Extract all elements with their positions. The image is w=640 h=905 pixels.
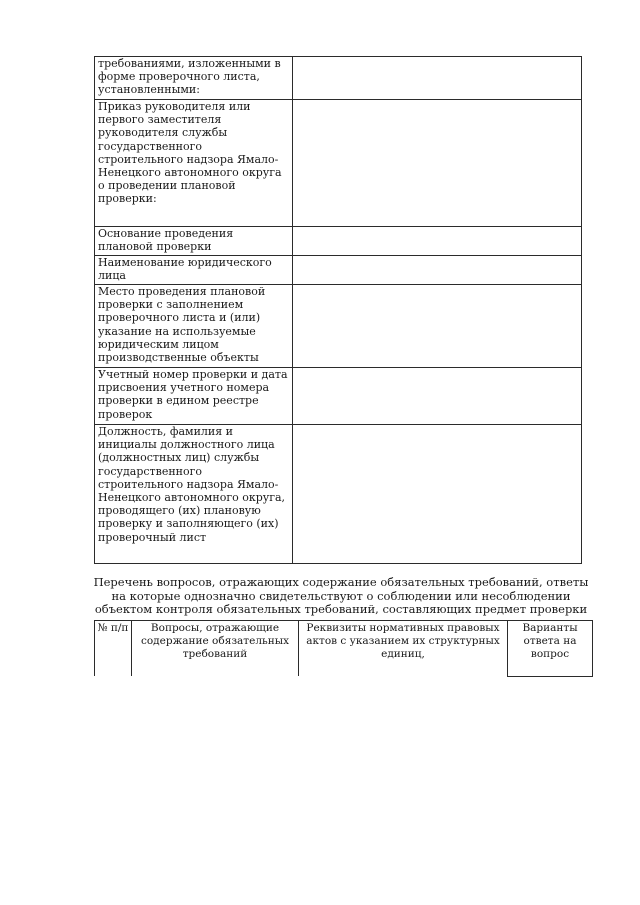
info-label: Учетный номер проверки и дата присвоения учетного номера проверки в едином реестре проверок	[95, 368, 293, 425]
info-label: Приказ руководителя или первого заместителя руководителя службы государственного строительного надзора Ямало-Ненецкого автономного округа о проведении плановой проверки:	[95, 100, 293, 227]
info-value[interactable]	[293, 100, 582, 227]
info-label: требованиями, изложенными в форме проверочного листа, установленными:	[95, 57, 293, 100]
header-answers	[508, 621, 593, 677]
info-value[interactable]	[293, 227, 582, 256]
info-label: Место проведения плановой проверки с заполнением проверочного листа и (или) указание на используемые юридическим лицом производственные объекты	[95, 285, 293, 368]
info-row-official	[95, 425, 582, 564]
info-row-order	[95, 100, 582, 227]
header-questions-label: Вопросы, отражающие содержание обязательных требований	[140, 622, 289, 661]
header-questions	[132, 621, 299, 677]
questions-table-header-row	[95, 621, 593, 677]
questions-list-heading: Перечень вопросов, отражающих содержание обязательных требований, ответы на которые однозначно свидетельствуют о соблюдении или несоблюдении объектом контроля обязательных требований, составляющих предмет проверки	[93, 575, 589, 617]
info-row-registration-number	[95, 368, 582, 425]
questions-table	[94, 620, 593, 677]
info-value[interactable]	[293, 425, 582, 564]
info-row-requirements	[95, 57, 582, 100]
header-number-label: № п/п	[97, 622, 129, 634]
info-value[interactable]	[293, 368, 582, 425]
header-answers-label: Варианты ответа на вопрос	[522, 622, 578, 661]
header-number	[95, 621, 132, 677]
info-row-place	[95, 285, 582, 368]
info-value[interactable]	[293, 57, 582, 100]
info-row-legal-entity	[95, 256, 582, 285]
inspection-info-table	[94, 56, 582, 564]
info-label: Основание проведения плановой проверки	[95, 227, 293, 256]
info-label: Наименование юридического лица	[95, 256, 293, 285]
header-requisites	[299, 621, 508, 677]
info-label: Должность, фамилия и инициалы должностного лица (должностных лиц) службы государственного строительного надзора Ямало-Ненецкого автономного округа, проводящего (их) плановую проверку и заполняющего (их) проверочный лист	[95, 425, 293, 564]
info-value[interactable]	[293, 256, 582, 285]
info-row-basis	[95, 227, 582, 256]
header-requisites-label: Реквизиты нормативных правовых актов с указанием их структурных единиц,	[306, 622, 500, 661]
info-value[interactable]	[293, 285, 582, 368]
